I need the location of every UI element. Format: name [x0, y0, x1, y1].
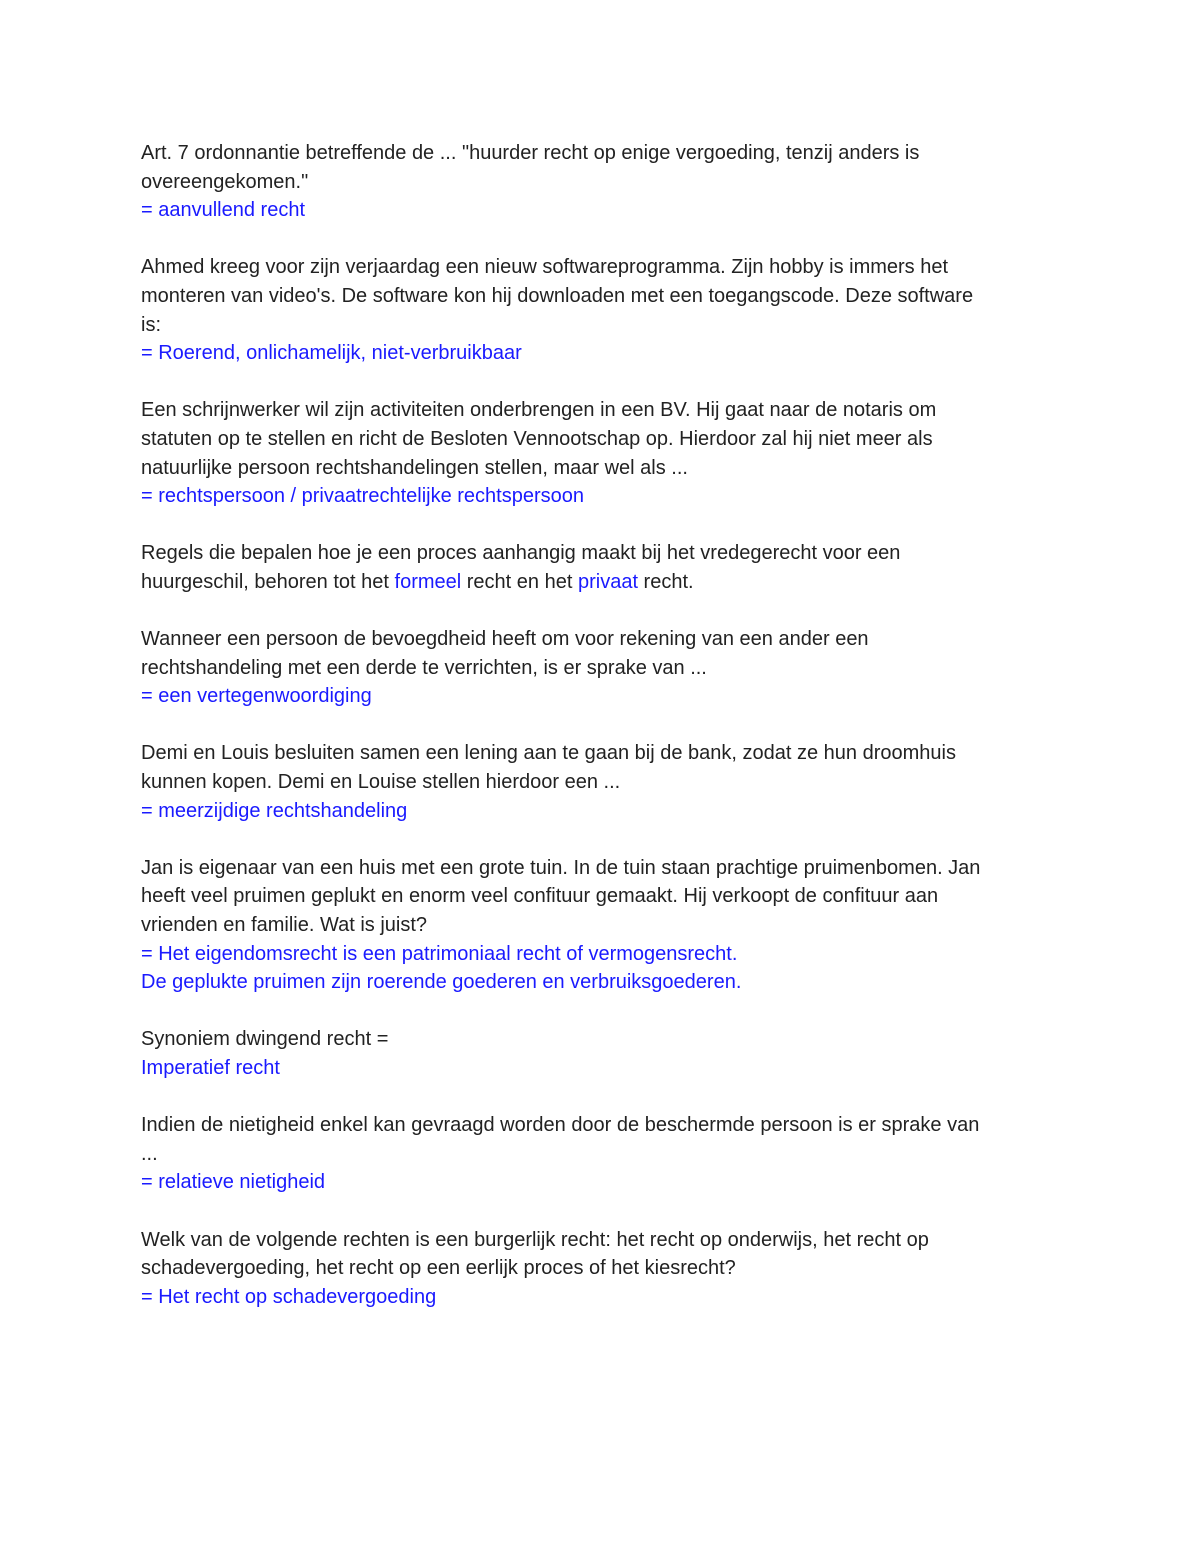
qa-block-2: [141, 253, 1061, 367]
question-line-inline: [141, 568, 1061, 597]
question-line: kunnen kopen. Demi en Louise stellen hierdoor een ...: [141, 771, 621, 794]
question-line: Indien de nietigheid enkel kan gevraagd worden door de beschermde persoon is er sprake van: [141, 1114, 980, 1137]
qa-block-4: [141, 539, 1061, 596]
answer-line: = een vertegenwoordiging: [141, 685, 372, 708]
question-line: overeengekomen.": [141, 170, 309, 193]
qa-block-8: [141, 1025, 1061, 1082]
qa-block-1: [141, 139, 1061, 225]
question-line: vrienden en familie. Wat is juist?: [141, 914, 428, 937]
question-line: Ahmed kreeg voor zijn verjaardag een nieuw softwareprogramma. Zijn hobby is immers het: [141, 256, 949, 279]
answer-line: = aanvullend recht: [141, 199, 306, 222]
question-line: Jan is eigenaar van een huis met een grote tuin. In de tuin staan prachtige pruimenbomen. Jan: [141, 856, 981, 879]
question-line: rechtshandeling met een derde te verrichten, is er sprake van ...: [141, 656, 707, 679]
answer-line: Imperatief recht: [141, 1057, 280, 1079]
question-line: schadevergoeding, het recht op een eerlijk proces of het kiesrecht?: [141, 1257, 736, 1280]
qa-block-3: [141, 396, 1061, 510]
question-line: Demi en Louis besluiten samen een lening aan te gaan bij de bank, zodat ze hun droomhuis: [141, 742, 956, 765]
answer-line: = Roerend, onlichamelijk, niet-verbruikbaar: [141, 342, 522, 365]
question-text: recht.: [638, 570, 694, 593]
qa-block-5: [141, 625, 1061, 711]
question-line: Welk van de volgende rechten is een burgerlijk recht: het recht op onderwijs, het recht op: [141, 1228, 929, 1251]
question-line: Synoniem dwingend recht =: [141, 1028, 389, 1051]
answer-line: = meerzijdige rechtshandeling: [141, 799, 408, 822]
inline-answer: formeel: [394, 570, 462, 593]
question-text: huurgeschil, behoren tot het: [141, 570, 395, 593]
qa-block-6: [141, 739, 1061, 825]
answer-line: De geplukte pruimen zijn roerende goederen en verbruiksgoederen.: [141, 971, 742, 994]
answer-line: = Het eigendomsrecht is een patrimoniaal recht of vermogensrecht.: [141, 942, 738, 965]
answer-line: = relatieve nietigheid: [141, 1171, 326, 1194]
question-line: Regels die bepalen hoe je een proces aanhangig maakt bij het vredegerecht voor een: [141, 542, 901, 565]
qa-block-7: [141, 854, 1061, 997]
inline-answer: privaat: [577, 570, 638, 593]
question-line: Art. 7 ordonnantie betreffende de ... "huurder recht op enige vergoeding, tenzij anders is: [141, 142, 920, 164]
question-line: statuten op te stellen en richt de Besloten Vennootschap op. Hierdoor zal hij niet meer als: [141, 427, 933, 450]
answer-line: = rechtspersoon / privaatrechtelijke rechtspersoon: [141, 485, 585, 508]
question-text: recht en het: [461, 570, 578, 593]
qa-block-10: [141, 1226, 1061, 1312]
qa-block-9: [141, 1111, 1061, 1197]
answer-line: = Het recht op schadevergoeding: [141, 1285, 437, 1308]
question-line: ...: [141, 1142, 158, 1165]
question-line: monteren van video's. De software kon hij downloaden met een toegangscode. Deze software: [141, 284, 974, 307]
question-line: Een schrijnwerker wil zijn activiteiten onderbrengen in een BV. Hij gaat naar de notaris om: [141, 399, 937, 422]
question-line: is:: [141, 313, 161, 336]
question-line: heeft veel pruimen geplukt en enorm veel confituur gemaakt. Hij verkoopt de confituur aan: [141, 885, 939, 908]
question-line: Wanneer een persoon de bevoegdheid heeft om voor rekening van een ander een: [141, 628, 869, 651]
question-line: natuurlijke persoon rechtshandelingen stellen, maar wel als ...: [141, 456, 688, 479]
document-page: [141, 139, 1061, 1340]
